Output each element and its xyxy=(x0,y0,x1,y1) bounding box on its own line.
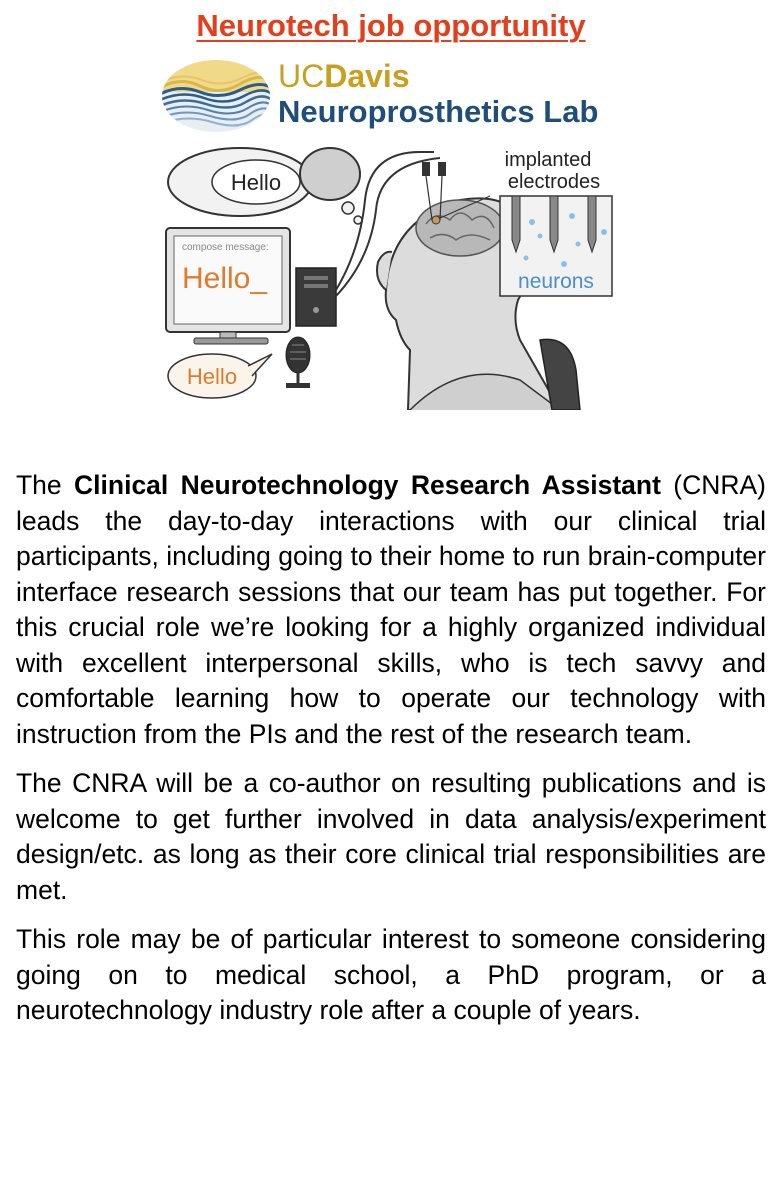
logo-university: UCDavis xyxy=(278,58,410,94)
speaker-icon xyxy=(286,337,310,388)
paragraph-coauthor: The CNRA will be a co-author on resulting publications and is welcome to get further involved in data analysis/experiment design/etc. as long as their core clinical trial responsibilities are met. xyxy=(16,768,766,905)
paragraph-interest: This role may be of particular interest to someone considering going on to medical school, a PhD program, or a neurotechnology industry role after a couple of years. xyxy=(16,924,766,1025)
electrodes-label-1: implanted xyxy=(504,149,592,171)
speech-bubble-text: Hello xyxy=(186,364,238,389)
computer-tower-icon xyxy=(296,268,336,326)
screen-caption: compose message: xyxy=(182,242,269,253)
screen-text: Hello_ xyxy=(182,262,268,295)
waves-logo-icon xyxy=(160,58,272,134)
speech-bubble xyxy=(168,354,272,398)
thought-bubble-text: Hello xyxy=(230,170,282,195)
electrodes-label-2: electrodes xyxy=(507,171,601,193)
logo-lab-name: Neuroprosthetics Lab xyxy=(278,94,599,129)
role-title: Clinical Neurotechnology Research Assistant xyxy=(74,470,661,500)
paragraph-role: The Clinical Neurotechnology Research Assistant (CNRA) leads the day-to-day interactions with our clinical trial participants, including going to their home to run brain-computer interface research sessions that our team has put together. For this crucial role we’re looking for a highly organized individual with excellent interpersonal skills, who is tech savvy and comfortable learning how to operate our technology with instruction from the PIs and the rest of the research team. xyxy=(16,470,767,749)
electrodes-inset xyxy=(500,149,612,296)
bci-illustration xyxy=(160,140,630,410)
thought-bubble xyxy=(168,148,362,224)
job-description xyxy=(16,468,766,1043)
lab-logo xyxy=(160,58,640,138)
page-title: Neurotech job opportunity xyxy=(196,8,586,43)
monitor-icon xyxy=(166,228,290,344)
neurons-label: neurons xyxy=(518,270,594,293)
